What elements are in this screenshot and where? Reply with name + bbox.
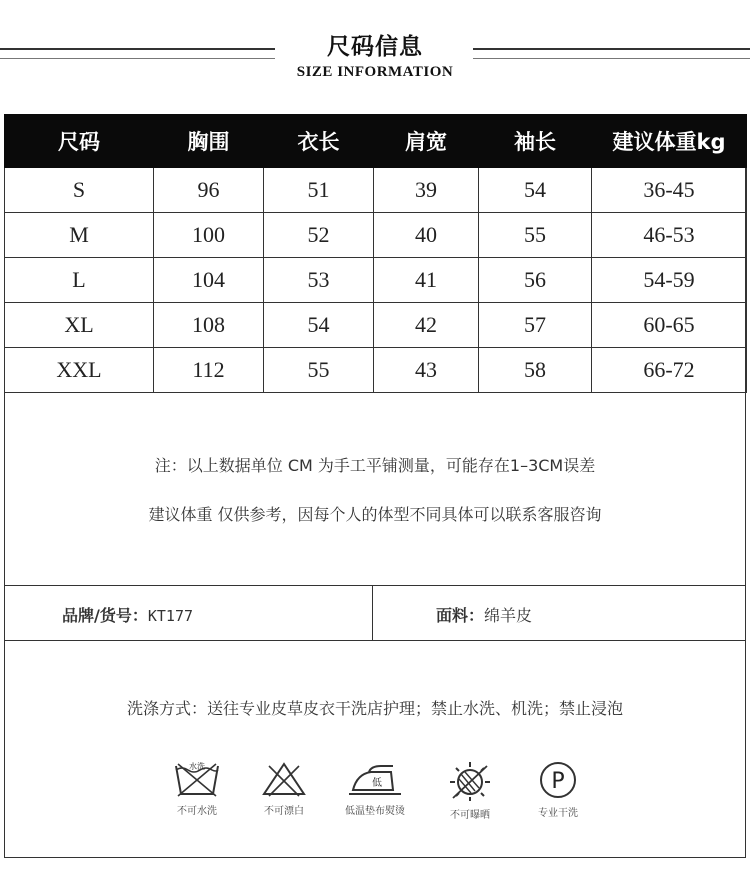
cell-size: S — [5, 168, 154, 213]
cell-sleeve: 55 — [479, 213, 592, 258]
table-row — [5, 348, 747, 393]
care-label: 不可水洗 — [177, 806, 217, 817]
cell-shoulder: 43 — [374, 348, 479, 393]
row-divider — [372, 586, 373, 640]
cell-size: M — [5, 213, 154, 258]
care-item-no-sun-dry — [430, 760, 510, 821]
size-table — [4, 114, 747, 393]
cell-length: 51 — [264, 168, 374, 213]
cell-chest: 104 — [154, 258, 264, 303]
brand-fabric-row — [4, 585, 746, 641]
table-row — [5, 213, 747, 258]
cell-chest: 108 — [154, 303, 264, 348]
washing-instructions: 洗涤方式：送往专业皮草皮衣干洗店护理；禁止水洗、机洗；禁止浸泡 — [126, 699, 623, 718]
brand-label: 品牌/货号： — [62, 606, 148, 625]
cell-sleeve: 57 — [479, 303, 592, 348]
cell-weight: 46-53 — [592, 213, 747, 258]
no-bleach-icon — [259, 760, 309, 798]
cell-chest: 100 — [154, 213, 264, 258]
header-weight: 建议体重kg — [592, 115, 747, 168]
cell-length: 55 — [264, 348, 374, 393]
care-item-low-temp-iron — [335, 760, 415, 817]
brand-cell — [62, 603, 193, 626]
fabric-label: 面料： — [436, 606, 485, 625]
cell-weight: 60-65 — [592, 303, 747, 348]
care-item-no-water-wash — [157, 760, 237, 817]
cell-chest: 96 — [154, 168, 264, 213]
cell-size: XXL — [5, 348, 154, 393]
cell-sleeve: 58 — [479, 348, 592, 393]
fabric-value: 绵羊皮 — [484, 606, 533, 625]
table-row — [5, 258, 747, 303]
no-sun-dry-icon — [445, 760, 495, 802]
cell-sleeve: 56 — [479, 258, 592, 303]
size-table-header-row — [5, 115, 747, 168]
note-weight: 建议体重 仅供参考，因每个人的体型不同具体可以联系客服咨询 — [148, 505, 602, 524]
no-water-wash-icon — [172, 760, 222, 798]
care-label: 低温垫布熨烫 — [345, 806, 405, 817]
header-sleeve: 袖长 — [479, 115, 592, 168]
cell-length: 53 — [264, 258, 374, 303]
dry-clean-letter: P — [551, 769, 565, 794]
header-size: 尺码 — [5, 115, 154, 168]
cell-length: 52 — [264, 213, 374, 258]
tub-label: 水洗 — [189, 762, 205, 771]
cell-shoulder: 41 — [374, 258, 479, 303]
note-measurement: 注：以上数据单位 CM 为手工平铺测量，可能存在1–3CM误差 — [154, 456, 596, 475]
header-chest: 胸围 — [154, 115, 264, 168]
cell-chest: 112 — [154, 348, 264, 393]
care-label: 不可漂白 — [264, 806, 304, 817]
header-shoulder: 肩宽 — [374, 115, 479, 168]
table-row — [5, 168, 747, 213]
table-row — [5, 303, 747, 348]
cell-weight: 54-59 — [592, 258, 747, 303]
cell-size: L — [5, 258, 154, 303]
header-length: 衣长 — [264, 115, 374, 168]
brand-value: KT177 — [147, 607, 194, 625]
cell-length: 54 — [264, 303, 374, 348]
cell-shoulder: 39 — [374, 168, 479, 213]
care-item-professional-dry-clean — [518, 760, 598, 819]
care-label: 专业干洗 — [538, 808, 578, 819]
page-title: 尺码信息 — [327, 34, 423, 60]
cell-weight: 36-45 — [592, 168, 747, 213]
cell-weight: 66-72 — [592, 348, 747, 393]
care-item-no-bleach — [244, 760, 324, 817]
professional-dry-clean-icon — [533, 760, 583, 800]
fabric-cell — [436, 603, 532, 626]
cell-size: XL — [5, 303, 154, 348]
cell-sleeve: 54 — [479, 168, 592, 213]
iron-label: 低 — [372, 778, 382, 789]
cell-shoulder: 42 — [374, 303, 479, 348]
low-temp-iron-icon — [347, 760, 403, 798]
page-subtitle: SIZE INFORMATION — [296, 64, 454, 80]
cell-shoulder: 40 — [374, 213, 479, 258]
care-label: 不可曝晒 — [450, 810, 490, 821]
